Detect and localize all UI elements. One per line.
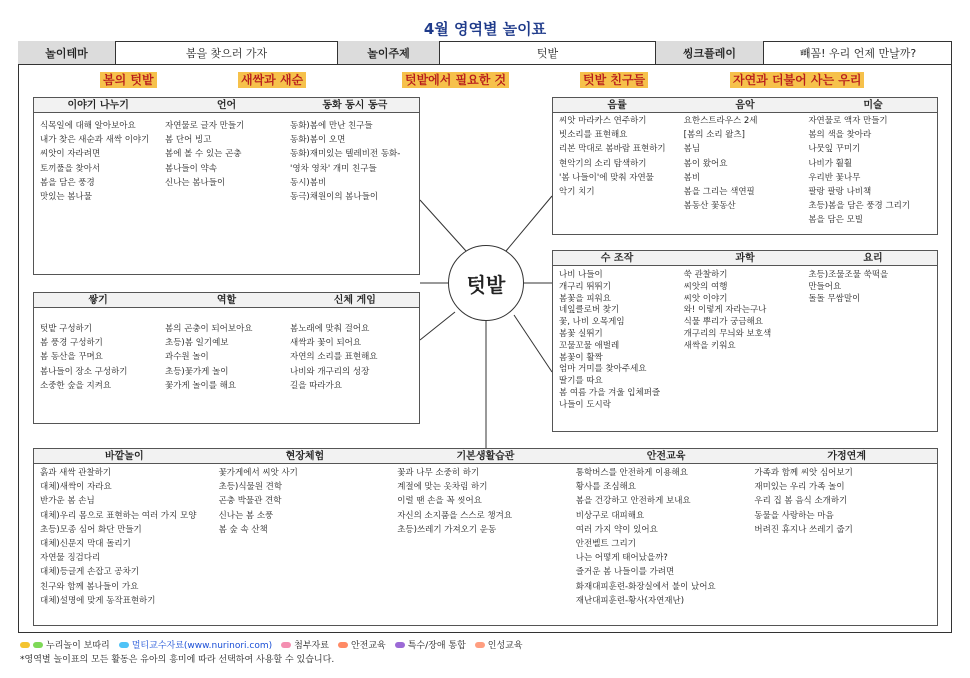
- list-item: 자신의 소지품을 스스로 챙겨요: [397, 510, 513, 521]
- list-item: '봄 나들이'에 맞춰 자연물: [559, 172, 654, 183]
- list-item: 우리반 꽃나무: [808, 172, 861, 183]
- box-header: 과학: [735, 253, 755, 264]
- list-column: [397, 466, 576, 608]
- list-item: 씨앗 마라카스 연주하기: [559, 116, 647, 126]
- list-item: 황사를 조심해요: [575, 482, 636, 493]
- legend-multi[interactable]: 멀티교수자료(www.nurinori.com): [131, 641, 273, 651]
- list-item: 식물 뿌리가 궁금해요: [683, 317, 763, 328]
- nuri-badge-icon: [20, 642, 30, 648]
- list-item: 재난대피훈련-황사(자연재난): [575, 595, 685, 606]
- box-header: 쌓기: [88, 295, 108, 306]
- list-item: 봄에 볼 수 있는 곤충: [165, 149, 242, 160]
- list-item: 나는 어떻게 태어났을까?: [575, 553, 668, 564]
- list-item: 개구리 뛰뛰기: [559, 281, 611, 292]
- list-item: 봄나들이 약속: [165, 163, 217, 174]
- list-item: 대체)새싹이 자라요: [40, 482, 112, 493]
- list-item: 대체)신문지 막대 돌리기: [40, 539, 131, 550]
- list-item: 자연물 징검다리: [40, 553, 101, 564]
- list-item: 봄을 건강하고 안전하게 보내요: [575, 496, 691, 507]
- list-item: 버려진 휴지나 쓰레기 줍기: [754, 524, 853, 535]
- theme-value: 봄을 찾으러 가자: [116, 41, 338, 64]
- personality-badge-icon: [475, 642, 485, 648]
- page-title: 4월 영역별 놀이표: [423, 20, 547, 38]
- legend: [20, 638, 523, 651]
- list-item: 초등)식물원 견학: [218, 482, 283, 493]
- list-item: 새싹과 꽃이 되어요: [290, 338, 362, 349]
- list-item: 네잎클로버 찾기: [559, 305, 620, 316]
- legend-nuri: 누리놀이 보따리: [46, 641, 110, 651]
- list-item: '영차 영차' 개미 친구들: [290, 163, 377, 174]
- box-header: 수 조작: [600, 253, 634, 264]
- list-item: 초등)봄 일기예보: [165, 338, 229, 349]
- list-item: 와! 이렇게 자라는구나: [683, 305, 767, 316]
- list-item: 나들이 도시락: [559, 399, 611, 410]
- list-item: 신나는 봄 소풍: [218, 510, 274, 521]
- list-item: 내가 찾은 새순과 새싹 이야기: [40, 135, 150, 146]
- ribbon-3: 텃밭에서 필요한 것: [402, 72, 509, 88]
- list-item: 봄 숲 속 산책: [218, 524, 268, 535]
- list-column: [684, 114, 809, 228]
- list-item: 봄꽃을 피워요: [559, 293, 611, 304]
- list-item: 친구와 함께 봄나들이 가요: [40, 581, 139, 592]
- box-header: 안전교육: [646, 451, 686, 462]
- ribbon-2: 새싹과 새순: [238, 72, 306, 88]
- list-item: 봄 동산을 꾸며요: [40, 352, 103, 363]
- ribbon-1: 봄의 텃밭: [100, 72, 157, 88]
- box-header: 신체 게임: [333, 295, 376, 306]
- list-item: 신나는 봄나들이: [165, 177, 226, 188]
- list-item: 동시)봄비: [290, 177, 327, 188]
- box-header: 역할: [216, 295, 237, 306]
- list-item: 대체)우리 몸으로 표현하는 여러 가지 모양: [40, 510, 197, 521]
- list-item: 자연물로 액자 만들기: [808, 116, 888, 126]
- box-science: [552, 250, 938, 432]
- list-column: [684, 270, 809, 412]
- topic-label: 놀이주제: [338, 41, 440, 64]
- list-item: 봄 풍경 구성하기: [40, 338, 103, 349]
- footnote: *영역별 놀이표의 모든 활동은 유아의 흥미에 따라 선택하여 사용할 수 있습니다.: [20, 655, 335, 665]
- list-column: [40, 119, 165, 204]
- list-item: 봄의 색을 찾아라: [808, 130, 872, 141]
- list-item: 요한스트라우스 2세: [683, 116, 758, 126]
- list-item: [봄의 소리 왈츠]: [683, 130, 745, 141]
- list-item: 씨앗 이야기: [683, 293, 728, 304]
- list-item: 자연물로 글자 만들기: [165, 121, 245, 131]
- list-item: 딸기를 따요: [559, 376, 603, 387]
- list-item: 봄을 담은 풍경: [40, 177, 95, 188]
- extra-badge-icon: [281, 642, 291, 648]
- list-item: 꼬물꼬물 애벌레: [559, 340, 620, 351]
- sync-value: 빼꼼! 우리 언제 만날까?: [799, 46, 917, 60]
- list-item: 악기 치기: [559, 187, 595, 198]
- list-column: [290, 119, 415, 204]
- list-item: 동화)봄이 오면: [290, 135, 346, 146]
- safety-badge-icon: [338, 642, 348, 648]
- list-item: 텃밭 구성하기: [40, 324, 92, 334]
- list-item: 길을 따라가요: [290, 380, 342, 391]
- list-item: 봄님: [683, 144, 701, 155]
- list-item: 봄나들이 장소 구성하기: [40, 366, 128, 377]
- list-item: 나뭇잎 꾸미기: [808, 144, 861, 155]
- list-column: [165, 119, 290, 204]
- list-item: 계절에 맞는 옷차림 하기: [397, 482, 488, 493]
- list-item: 초등)봄을 담은 풍경 그리기: [808, 201, 911, 212]
- sync-label: 씽크플레이: [656, 41, 764, 64]
- box-header: 이야기 나누기: [67, 100, 129, 111]
- list-item: 대체)등글게 손잡고 공차기: [40, 567, 140, 578]
- list-item: 꽃가게에서 씨앗 사기: [218, 468, 298, 478]
- legend-special: 특수/장애 통합: [407, 641, 466, 651]
- list-item: 우리 집 봄 음식 소개하기: [754, 496, 848, 507]
- box-header: 현장체험: [285, 451, 325, 462]
- connector-lang: [420, 200, 466, 251]
- list-item: 대체)설명에 맞게 동작표현하기: [40, 595, 156, 606]
- legend-extra: 첨부자료: [294, 641, 329, 651]
- ribbon-4: 텃밭 친구들: [580, 72, 648, 88]
- list-item: 봄 여름 가을 겨울 입체퍼즐: [559, 387, 661, 398]
- list-column: [754, 466, 933, 608]
- list-item: 쑥 관찰하기: [683, 270, 728, 280]
- list-item: 반가운 봄 손님: [40, 496, 95, 507]
- list-item: 꽃, 나비 오목게임: [559, 317, 625, 328]
- box-language: [33, 97, 420, 275]
- list-item: 씨앗이 자라려면: [40, 149, 101, 160]
- list-item: 동극)채원이의 봄나들이: [290, 192, 379, 203]
- list-item: 초등)쓰레기 가져오기 운동: [397, 524, 497, 535]
- ribbon-5: 자연과 더불어 사는 우리: [730, 72, 864, 88]
- list-item: 곤충 박물관 견학: [218, 496, 282, 507]
- legend-safety: 안전교육: [350, 641, 386, 651]
- list-item: 토끼풀을 찾아서: [40, 163, 101, 174]
- list-item: 만들어요: [808, 281, 842, 292]
- list-item: 동화)재미있는 텔레비전 동화-: [290, 149, 401, 160]
- list-item: 자연의 소리를 표현해요: [290, 352, 378, 363]
- list-column: [559, 270, 684, 412]
- list-item: 식목일에 대해 알아보아요: [40, 121, 136, 131]
- list-item: 씨앗의 여행: [683, 281, 728, 292]
- list-item: 소중한 숲을 지켜요: [40, 380, 112, 391]
- list-item: 동물을 사랑하는 마음: [754, 510, 834, 521]
- list-item: 봄이 왔어요: [683, 158, 728, 169]
- list-item: 꽃가게 놀이를 해요: [165, 380, 237, 391]
- list-item: 나비가 훨훨: [808, 158, 853, 169]
- box-art: [552, 97, 938, 235]
- list-item: 봄을 담은 모빌: [808, 215, 864, 226]
- list-item: 즐거운 봄 나들이를 가려면: [575, 567, 675, 578]
- list-item: 새싹을 키워요: [683, 340, 736, 351]
- center-topic: 텃밭: [448, 245, 524, 321]
- box-header: 기본생활습관: [456, 451, 515, 462]
- connector-art: [506, 196, 552, 251]
- box-header: 음악: [735, 100, 755, 111]
- list-item: 화재대피훈련-화장실에서 불이 났어요: [575, 581, 716, 592]
- list-item: 돌돌 무쌈말이: [808, 293, 861, 304]
- list-item: 초등)모종 심어 화단 만들기: [40, 524, 142, 535]
- list-column: [165, 322, 290, 393]
- box-header: 음률: [607, 100, 627, 111]
- list-item: 봄의 곤충이 되어보아요: [165, 324, 253, 334]
- box-header: 가정연계: [827, 451, 866, 462]
- list-item: 개구리의 무늬와 보호색: [683, 328, 772, 339]
- list-item: 과수원 놀이: [165, 352, 209, 363]
- list-item: 나비 나들이: [559, 270, 603, 280]
- connector-build: [420, 312, 455, 340]
- list-item: 리본 막대로 봄바람 표현하기: [559, 144, 666, 155]
- list-column: [40, 322, 165, 393]
- list-item: 봄꽃이 활짝: [559, 352, 603, 363]
- box-header: 언어: [216, 100, 237, 111]
- list-item: 봄비: [683, 172, 701, 183]
- list-item: 팔랑 팔랑 나비책: [808, 187, 872, 198]
- list-item: 꽃과 나무 소중히 하기: [397, 468, 480, 478]
- list-column: [40, 466, 219, 608]
- list-item: 봄노래에 맞춰 걸어요: [290, 324, 370, 334]
- list-column: [808, 270, 933, 412]
- multi-badge-icon: [119, 642, 129, 648]
- nuri-badge-icon: [33, 642, 43, 648]
- list-column: [576, 466, 755, 608]
- list-item: 흙과 새싹 관찰하기: [40, 468, 112, 478]
- theme-label: 놀이테마: [18, 41, 116, 64]
- list-item: 봄동산 꽃동산: [683, 201, 736, 212]
- box-build: [33, 292, 420, 424]
- list-item: 안전벨트 그리기: [575, 539, 636, 550]
- list-column: [219, 466, 398, 608]
- list-item: 맛있는 봄나물: [40, 192, 92, 203]
- list-item: 초등)꽃가게 놀이: [165, 366, 229, 377]
- list-item: 재미있는 우리 가족 놀이: [754, 482, 845, 493]
- list-column: [290, 322, 415, 393]
- list-item: 빗소리를 표현해요: [559, 130, 628, 141]
- special-badge-icon: [395, 642, 405, 648]
- box-header: 요리: [863, 253, 883, 264]
- list-item: 초등)조물조물 쑥떡을: [808, 270, 889, 280]
- list-item: 통학버스를 안전하게 이용해요: [575, 468, 688, 478]
- list-item: 동화)봄에 만난 친구들: [290, 121, 373, 131]
- list-item: 가족과 함께 씨앗 심어보기: [754, 468, 853, 478]
- box-header: 바깥놀이: [104, 451, 144, 462]
- list-item: 나비와 개구리의 성장: [290, 366, 370, 377]
- box-outdoor: [33, 448, 938, 626]
- topic-value: 텃밭: [440, 41, 656, 64]
- list-item: 여러 가지 약이 있어요: [575, 524, 658, 535]
- list-column: [808, 114, 933, 228]
- list-column: [559, 114, 684, 228]
- list-item: 봄을 그리는 색연필: [683, 187, 755, 198]
- list-item: 봄꽃 실뛰기: [559, 328, 603, 339]
- list-item: 엄마 거미를 찾아주세요: [559, 364, 647, 375]
- box-header: 동화 동시 동극: [322, 100, 388, 111]
- list-item: 봄 단어 빙고: [165, 135, 212, 146]
- list-item: 현악기의 소리 탐색하기: [559, 158, 647, 169]
- legend-personality: 인성교육: [487, 641, 523, 651]
- list-item: 이럴 땐 손을 꼭 씻어요: [397, 496, 482, 507]
- box-header: 미술: [863, 100, 883, 111]
- connector-sci: [514, 315, 552, 372]
- list-item: 비상구로 대피해요: [575, 510, 645, 521]
